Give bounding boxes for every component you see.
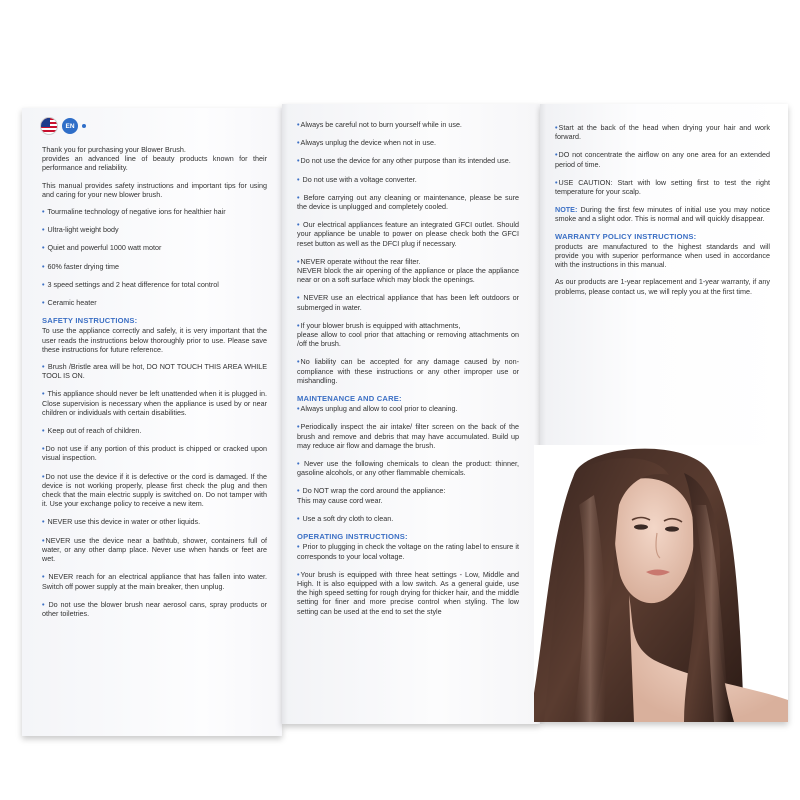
safety-item bbox=[42, 600, 267, 618]
feature-item bbox=[42, 207, 267, 216]
maintenance-item bbox=[297, 459, 519, 477]
language-badge: EN bbox=[62, 118, 78, 134]
usage-item bbox=[555, 178, 770, 196]
safety-item bbox=[297, 293, 519, 311]
safety-item bbox=[42, 426, 267, 435]
operating-item bbox=[297, 542, 519, 560]
bullet-icon: • bbox=[297, 404, 300, 414]
bullet-icon: • bbox=[297, 459, 300, 469]
right-column bbox=[555, 123, 770, 304]
safety-text: NEVER use this device in water or other liquids. bbox=[47, 517, 201, 527]
safety-text: NEVER use an electrical appliance that has been left outdoors or submerged in water. bbox=[297, 293, 520, 312]
safety-item bbox=[297, 138, 519, 147]
safety-item bbox=[42, 472, 267, 509]
usage-text: DO not concentrate the airflow on any one area for an extended period of time. bbox=[555, 150, 770, 169]
bullet-icon: • bbox=[42, 279, 45, 289]
feature-item bbox=[42, 280, 267, 289]
bullet-icon: • bbox=[297, 120, 300, 129]
bullet-icon: • bbox=[42, 517, 45, 527]
bullet-icon: • bbox=[42, 599, 45, 609]
maintenance-item bbox=[297, 422, 519, 450]
middle-column bbox=[297, 120, 519, 625]
maintenance-heading: MAINTENANCE AND CARE: bbox=[297, 394, 402, 404]
warranty-text: products are manufactured to the highest standards and will provide you with superior performance when used in accordance with the instructions in this manual. bbox=[555, 241, 770, 270]
maintenance-text: Never use the following chemicals to clean the product: thinner, gasoline alcohols, or any other flammable chemicals. bbox=[297, 459, 519, 478]
usage-item bbox=[555, 123, 770, 141]
safety-text: No liability can be accepted for any damage caused by non-compliance with these instructions or any other improper use or mishandling. bbox=[297, 357, 519, 385]
model-photo-image bbox=[534, 445, 788, 722]
safety-item bbox=[42, 536, 267, 564]
intro-paragraph: This manual provides safety instructions and important tips for using and caring for your new blower brush. bbox=[42, 180, 267, 199]
maintenance-text: Always unplug and allow to cool prior to cleaning. bbox=[300, 404, 458, 414]
usage-text: Start at the back of the head when drying your hair and work forward. bbox=[555, 123, 770, 142]
feature-item bbox=[42, 262, 267, 271]
bullet-icon: • bbox=[297, 542, 300, 552]
bullet-icon: • bbox=[42, 261, 45, 271]
bullet-icon: • bbox=[42, 535, 45, 545]
maintenance-item bbox=[297, 514, 519, 523]
bullet-icon: • bbox=[555, 123, 558, 132]
safety-text: Keep out of reach of children. bbox=[47, 426, 142, 436]
bullet-icon: • bbox=[297, 357, 300, 367]
usage-text: USE CAUTION: Start with low setting first to test the right temperature for your scalp. bbox=[555, 177, 770, 197]
safety-item bbox=[297, 156, 519, 165]
safety-text: Always unplug the device when not in use. bbox=[300, 138, 436, 148]
language-flags bbox=[40, 118, 86, 134]
maintenance-text: Use a soft dry cloth to clean. bbox=[302, 513, 394, 523]
maintenance-text: Periodically inspect the air intake/ filter screen on the back of the brush and remove and debris that may have accumulated. Build up may reduce air flow and damage the brush. bbox=[297, 422, 519, 450]
bullet-icon: • bbox=[42, 389, 45, 399]
bullet-icon: • bbox=[297, 320, 300, 330]
feature-text: 60% faster drying time bbox=[47, 261, 120, 271]
safety-text: please allow to cool prior that attaching or removing attachments on /off the brush. bbox=[297, 330, 519, 349]
bullet-icon: • bbox=[297, 138, 300, 148]
bullet-icon: • bbox=[42, 471, 45, 481]
warranty-text-2: As our products are 1-year replacement and 1-year warranty, if any problems, please contact us, we will reply you at the first time. bbox=[555, 277, 770, 296]
bullet-icon: • bbox=[297, 156, 300, 166]
safety-item bbox=[42, 389, 267, 417]
feature-text: Ultra-light weight body bbox=[47, 225, 119, 235]
safety-item bbox=[42, 444, 267, 462]
bullet-icon: • bbox=[555, 150, 558, 160]
bullet-icon: • bbox=[42, 362, 45, 372]
intro-line: provides an advanced line of beauty products known for their performance and reliability. bbox=[42, 154, 267, 173]
operating-heading: OPERATING INSTRUCTIONS: bbox=[297, 532, 408, 542]
feature-item bbox=[42, 243, 267, 252]
bullet-icon: • bbox=[297, 293, 300, 303]
feature-text: Quiet and powerful 1000 watt motor bbox=[47, 243, 162, 253]
bullet-icon: • bbox=[42, 298, 45, 308]
safety-text: Our electrical appliances feature an integrated GFCI outlet. Should your appliance be unable to power on please check both the GFCI reset button as well as the DFCI plug if necessary. bbox=[297, 220, 519, 248]
feature-text: 3 speed settings and 2 heat difference for total control bbox=[47, 279, 219, 289]
safety-item bbox=[297, 120, 519, 129]
feature-item bbox=[42, 225, 267, 234]
feature-text: Tourmaline technology of negative ions for healthier hair bbox=[47, 207, 226, 217]
safety-intro: To use the appliance correctly and safely, it is very important that the user reads the instructions below thoroughly prior to use. Please save these instructions for future reference. bbox=[42, 326, 267, 354]
safety-text: If your blower brush is equipped with attachments, bbox=[300, 320, 461, 330]
bullet-icon: • bbox=[42, 225, 45, 235]
bullet-dot-icon bbox=[82, 124, 86, 128]
safety-text: Before carrying out any cleaning or maintenance, please be sure the device is unplugged and completely cooled. bbox=[297, 192, 519, 212]
bullet-icon: • bbox=[42, 243, 45, 253]
safety-text: Do not use the blower brush near aerosol cans, spray products or other toiletries. bbox=[42, 599, 267, 618]
safety-item bbox=[297, 175, 519, 184]
bullet-icon: • bbox=[297, 192, 300, 202]
operating-text: Your brush is equipped with three heat settings - Low, Middle and High. It is also equipped with a low switch. As a general guide, use the high speed setting for rough drying for thicker hair, and the middle setting for finer and more precise control when styling. The low setting can be used at the end to set the style bbox=[297, 569, 519, 616]
operating-text: Prior to plugging in check the voltage on the rating label to ensure it corresponds to your local voltage. bbox=[297, 542, 520, 561]
fold-line bbox=[282, 104, 288, 724]
safety-text: Brush /Bristle area will be hot, DO NOT TOUCH THIS AREA WHILE TOOL IS ON. bbox=[42, 362, 267, 381]
safety-text: NEVER use the device near a bathtub, shower, containers full of water, or any other damp place. Never use when hands or feet are wet. bbox=[42, 535, 267, 564]
safety-text: Do not use the device for any other purpose than its intended use. bbox=[300, 156, 511, 166]
maintenance-item bbox=[297, 404, 519, 413]
safety-item bbox=[42, 517, 267, 526]
safety-text: NEVER block the air opening of the appliance or place the appliance near or on a soft surface which may block the openings. bbox=[297, 266, 519, 285]
bullet-icon: • bbox=[297, 256, 300, 266]
safety-text: NEVER reach for an electrical appliance that has fallen into water. Switch off power supply at the main breaker, then unplug. bbox=[42, 572, 268, 591]
bullet-icon: • bbox=[297, 569, 300, 579]
maintenance-item bbox=[297, 486, 519, 504]
safety-item bbox=[297, 193, 519, 211]
note-label: NOTE: bbox=[555, 205, 578, 215]
intro-text bbox=[42, 145, 267, 173]
safety-text: Do not use the device if it is defective or the cord is damaged. If the device is not working properly, please first check the plug and then check that the main electric supply is switched on. Do not tamper with it. Use your exchange policy to receive a new item. bbox=[42, 471, 267, 509]
safety-item bbox=[42, 362, 267, 380]
bullet-icon: • bbox=[297, 220, 300, 230]
maintenance-text: This may cause cord wear. bbox=[297, 495, 383, 505]
bullet-icon: • bbox=[42, 207, 45, 217]
us-flag-icon bbox=[40, 117, 58, 135]
safety-text: This appliance should never be left unattended when it is plugged in. Close supervision is necessary when the appliance is used by or near children or individuals with certain disabilities. bbox=[42, 389, 268, 417]
safety-text: Do not use if any portion of this product is chipped or cracked upon visual inspection. bbox=[42, 444, 267, 463]
warranty-heading: WARRANTY POLICY INSTRUCTIONS: bbox=[555, 231, 697, 241]
usage-item bbox=[555, 150, 770, 168]
safety-heading: SAFETY INSTRUCTIONS: bbox=[42, 316, 138, 326]
feature-item bbox=[42, 298, 267, 307]
model-photo bbox=[534, 445, 788, 722]
safety-text: NEVER operate without the rear filter. bbox=[300, 256, 421, 266]
safety-item bbox=[42, 572, 267, 590]
note-paragraph bbox=[555, 205, 770, 223]
bullet-icon: • bbox=[297, 486, 300, 496]
safety-text: Always be careful not to burn yourself while in use. bbox=[300, 120, 462, 129]
bullet-icon: • bbox=[555, 177, 558, 187]
safety-item bbox=[297, 220, 519, 248]
feature-text: Ceramic heater bbox=[47, 298, 97, 308]
safety-item bbox=[297, 357, 519, 385]
safety-text: Do not use with a voltage converter. bbox=[302, 174, 417, 184]
bullet-icon: • bbox=[42, 572, 45, 582]
maintenance-text: Do NOT wrap the cord around the appliance: bbox=[302, 486, 446, 496]
note-text: During the first few minutes of initial use you may notice smoke and a slight odor. This is normal and will quickly disappear. bbox=[555, 205, 770, 224]
bullet-icon: • bbox=[297, 174, 300, 184]
intro-line: Thank you for purchasing your Blower Brush. bbox=[42, 145, 186, 154]
left-column bbox=[42, 145, 267, 627]
bullet-icon: • bbox=[42, 444, 45, 454]
safety-item bbox=[297, 321, 519, 349]
bullet-icon: • bbox=[297, 422, 300, 432]
bullet-icon: • bbox=[42, 426, 45, 436]
operating-item bbox=[297, 570, 519, 616]
bullet-icon: • bbox=[297, 513, 300, 523]
safety-item bbox=[297, 257, 519, 285]
